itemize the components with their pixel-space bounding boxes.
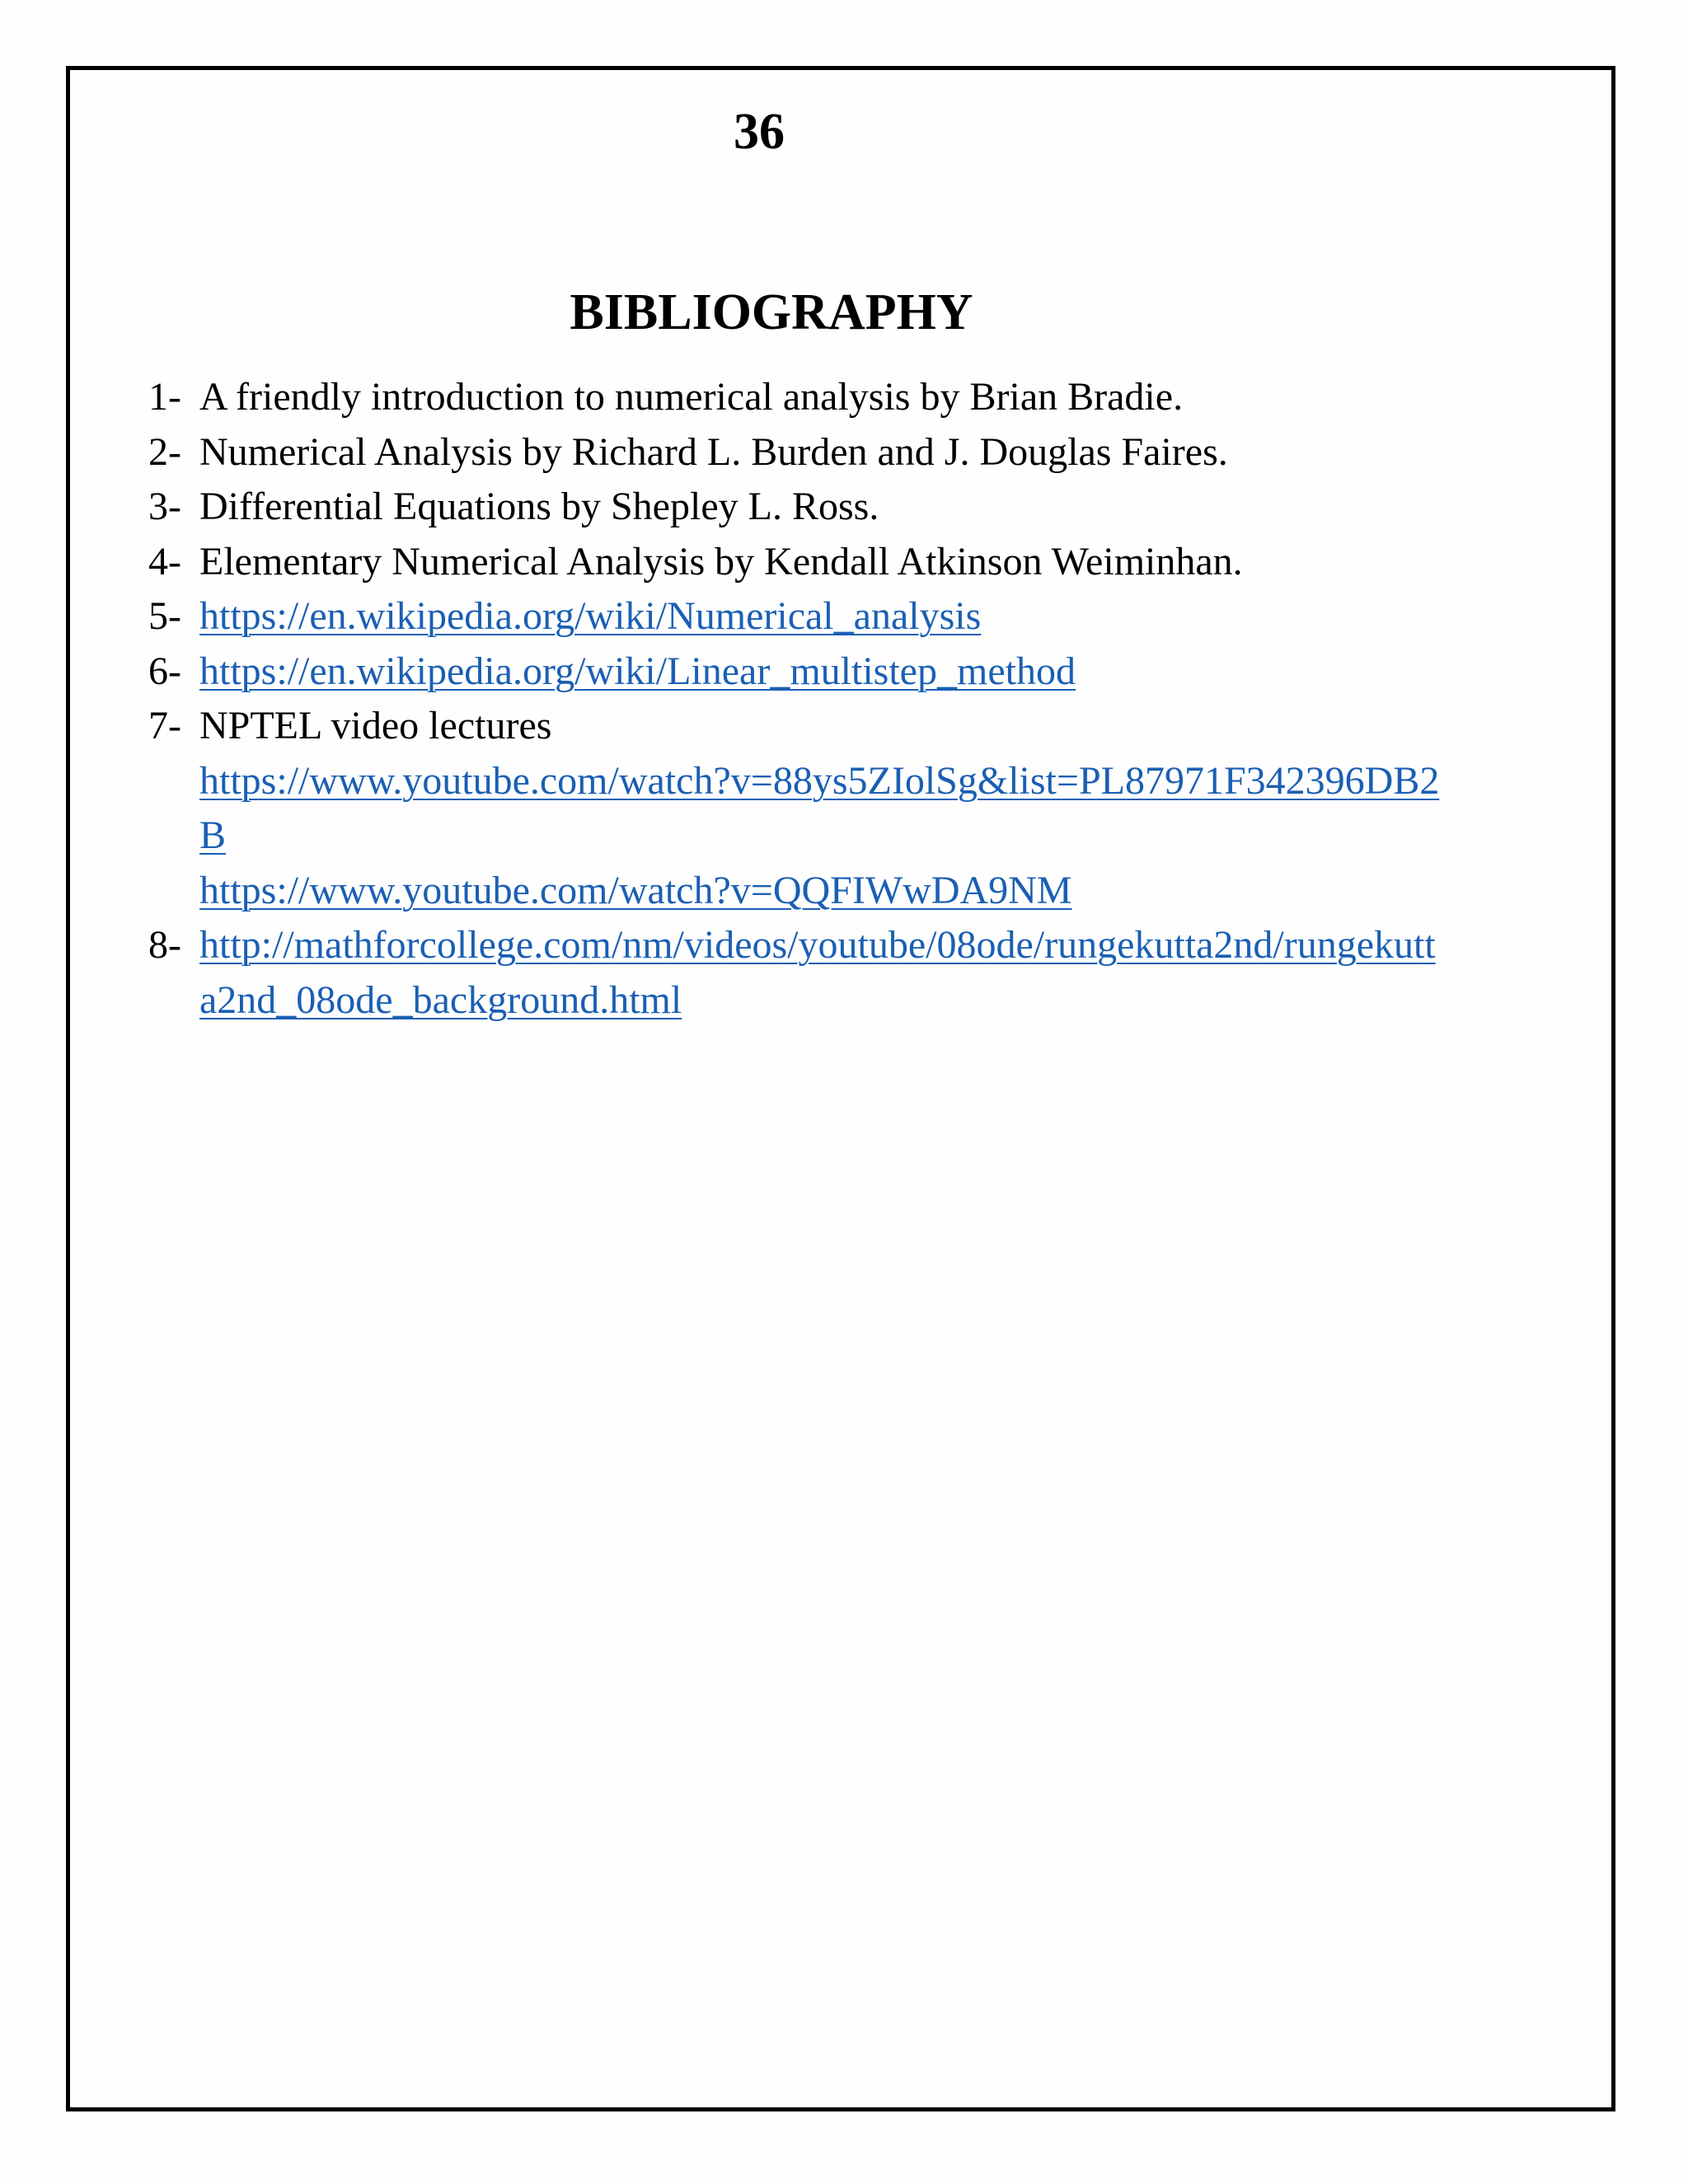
bib-item-2 xyxy=(148,425,1582,480)
nptel-youtube-video-link[interactable]: https://www.youtube.com/watch?v=QQFIWwDA9NM xyxy=(199,868,1072,912)
bib-item-3 xyxy=(148,480,1582,535)
bib-item-number: 3- xyxy=(148,485,181,528)
wikipedia-numerical-analysis-link[interactable]: https://en.wikipedia.org/wiki/Numerical_analysis xyxy=(199,594,982,638)
link-line: https://www.youtube.com/watch?v=88ys5ZIolSg&list=PL87971F342396DB2 xyxy=(199,758,1440,803)
bib-item-6 xyxy=(148,644,1582,700)
bib-item-number: 6- xyxy=(148,649,181,693)
bib-item-number: 8- xyxy=(148,923,181,967)
link-line: a2nd_08ode_background.html xyxy=(199,977,682,1022)
bib-item-text: Elementary Numerical Analysis by Kendall Atkinson Weiminhan. xyxy=(199,539,1243,583)
bibliography-list xyxy=(148,370,1582,1028)
link-line: B xyxy=(199,813,227,857)
nptel-youtube-playlist-link[interactable] xyxy=(199,754,1582,864)
bib-item-text: Numerical Analysis by Richard L. Burden and J. Douglas Faires. xyxy=(199,429,1228,474)
page-title: BIBLIOGRAPHY xyxy=(570,284,973,340)
bib-item-number: 5- xyxy=(148,594,181,638)
wikipedia-linear-multistep-link[interactable]: https://en.wikipedia.org/wiki/Linear_multistep_method xyxy=(199,649,1076,693)
bib-item-8 xyxy=(148,918,1582,1028)
link-line: http://mathforcollege.com/nm/videos/youtube/08ode/rungekutta2nd/rungekutt xyxy=(199,923,1436,967)
bib-item-7 xyxy=(148,699,1582,918)
bib-item-5 xyxy=(148,589,1582,644)
bib-item-text: NPTEL video lectures xyxy=(199,704,552,748)
bib-item-text: Differential Equations by Shepley L. Ross. xyxy=(199,485,879,528)
bib-item-number: 1- xyxy=(148,375,181,419)
page-number: 36 xyxy=(734,104,785,160)
bib-item-number: 4- xyxy=(148,539,181,583)
bib-item-4 xyxy=(148,535,1582,590)
bib-item-number: 2- xyxy=(148,429,181,474)
bib-item-1 xyxy=(148,370,1582,425)
bib-item-number: 7- xyxy=(148,704,181,748)
mathforcollege-runge-kutta-link[interactable] xyxy=(199,918,1582,1028)
bib-item-text: A friendly introduction to numerical analysis by Brian Bradie. xyxy=(199,375,1184,419)
